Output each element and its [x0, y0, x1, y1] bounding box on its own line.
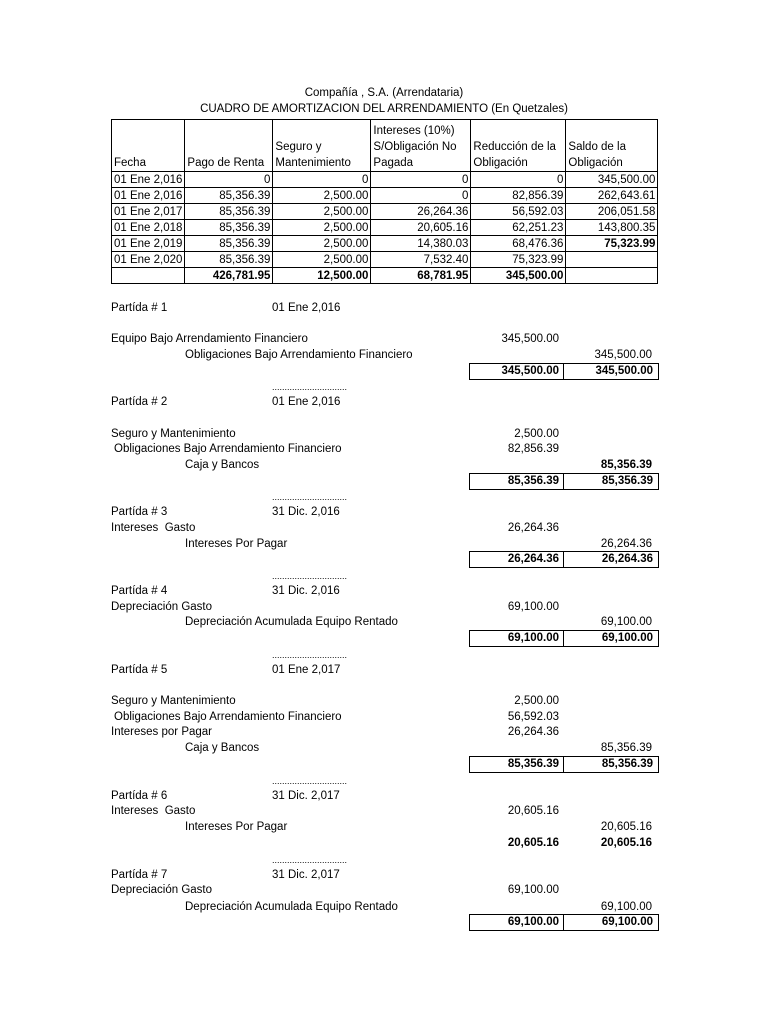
table-header-row: [112, 120, 658, 172]
table-row: [112, 236, 658, 252]
table-row: [112, 204, 658, 220]
account-name: Caja y Bancos: [185, 459, 260, 471]
account-name: Caja y Bancos: [185, 742, 260, 754]
table-cell: 75,323.99: [566, 236, 658, 252]
table-cell: 85,356.39: [185, 236, 273, 252]
table-cell: 345,500.00: [566, 172, 658, 188]
separator-dots: ..............................: [272, 571, 348, 581]
table-cell: 345,500.00: [471, 268, 566, 284]
table-cell: 62,251.23: [471, 220, 566, 236]
debit-amount: 2,500.00: [514, 428, 559, 440]
table-cell: 85,356.39: [185, 220, 273, 236]
account-name: Intereses Gasto: [111, 805, 196, 817]
account-name: Intereses Por Pagar: [185, 821, 288, 833]
entry-label: Partída # 5: [111, 664, 168, 676]
table-cell: 01 Ene 2,018: [112, 220, 185, 236]
table-cell: 01 Ene 2,019: [112, 236, 185, 252]
column-header: Reducción de la Obligación: [471, 120, 566, 172]
entry-label: Partída # 3: [111, 506, 168, 518]
entry-totals-box: [469, 473, 659, 490]
table-cell: 26,264.36: [371, 204, 471, 220]
debit-amount: 345,500.00: [501, 333, 559, 345]
total-debit: 26,264.36: [507, 553, 559, 565]
total-debit: 69,100.00: [507, 632, 559, 644]
debit-amount: 69,100.00: [507, 884, 559, 896]
table-cell: 01 Ene 2,016: [112, 188, 185, 204]
debit-amount: 26,264.36: [507, 726, 559, 738]
account-name: Equipo Bajo Arrendamiento Financiero: [111, 333, 308, 345]
credit-amount: 69,100.00: [600, 616, 652, 628]
table-cell: 01 Ene 2,020: [112, 252, 185, 268]
account-name: Intereses por Pagar: [111, 726, 213, 738]
account-name: Obligaciones Bajo Arrendamiento Financiero: [114, 443, 342, 455]
table-row: [112, 188, 658, 204]
total-debit: 20,605.16: [507, 837, 559, 849]
table-row: [112, 252, 658, 268]
table-cell: 56,592.03: [471, 204, 566, 220]
table-cell: 0: [471, 172, 566, 188]
table-cell: 143,800.35: [566, 220, 658, 236]
document-title: CUADRO DE AMORTIZACION DEL ARRENDAMIENTO (En Quetzales): [200, 103, 568, 115]
separator-dots: ..............................: [272, 382, 348, 392]
table-cell: 0: [273, 172, 371, 188]
entry-label: Partída # 1: [111, 302, 168, 314]
entry-totals-box: [469, 363, 659, 380]
credit-amount: 345,500.00: [594, 349, 652, 361]
table-totals-row: [112, 268, 658, 284]
separator-dots: ..............................: [272, 855, 348, 865]
entry-date: 01 Ene 2,016: [272, 302, 341, 314]
column-header: Intereses (10%) S/Obligación No Pagada: [371, 120, 471, 172]
entry-totals-box: [469, 914, 659, 931]
table-cell: 20,605.16: [371, 220, 471, 236]
table-cell: 85,356.39: [185, 252, 273, 268]
table-cell: [112, 268, 185, 284]
table-cell: 262,643.61: [566, 188, 658, 204]
debit-amount: 56,592.03: [507, 711, 559, 723]
entry-totals-box: [469, 630, 659, 647]
table-cell: [566, 268, 658, 284]
total-debit: 85,356.39: [507, 758, 559, 770]
account-name: Seguro y Mantenimiento: [111, 428, 236, 440]
total-credit: 69,100.00: [601, 916, 653, 928]
total-debit: 345,500.00: [501, 365, 559, 377]
account-name: Intereses Por Pagar: [185, 538, 288, 550]
table-cell: 14,380.03: [371, 236, 471, 252]
debit-amount: 69,100.00: [507, 601, 559, 613]
credit-amount: 26,264.36: [600, 538, 652, 550]
table-cell: 01 Ene 2,017: [112, 204, 185, 220]
table-cell: 68,781.95: [371, 268, 471, 284]
entry-label: Partída # 2: [111, 396, 168, 408]
table-cell: 85,356.39: [185, 204, 273, 220]
column-header: Seguro y Mantenimiento: [273, 120, 371, 172]
table-cell: 75,323.99: [471, 252, 566, 268]
table-cell: 2,500.00: [273, 204, 371, 220]
table-cell: 0: [371, 188, 471, 204]
entry-totals-box: [469, 756, 659, 773]
table-cell: 0: [371, 172, 471, 188]
account-name: Seguro y Mantenimiento: [111, 695, 236, 707]
account-name: Depreciación Acumulada Equipo Rentado: [185, 901, 398, 913]
table-cell: 12,500.00: [273, 268, 371, 284]
separator-dots: ..............................: [272, 492, 348, 502]
table-cell: 2,500.00: [273, 252, 371, 268]
credit-amount: 85,356.39: [600, 459, 652, 471]
credit-amount: 69,100.00: [600, 901, 652, 913]
table-cell: 426,781.95: [185, 268, 273, 284]
table-cell: 85,356.39: [185, 188, 273, 204]
entry-date: 31 Dic. 2,017: [272, 790, 340, 802]
company-title: Compañía , S.A. (Arrendataria): [304, 87, 464, 99]
total-credit: 85,356.39: [601, 758, 653, 770]
account-name: Depreciación Gasto: [111, 884, 212, 896]
total-credit: 85,356.39: [601, 475, 653, 487]
table-row: [112, 172, 658, 188]
total-credit: 345,500.00: [595, 365, 653, 377]
entry-date: 31 Dic. 2,016: [272, 506, 340, 518]
credit-amount: 85,356.39: [600, 742, 652, 754]
entry-date: 31 Dic. 2,017: [272, 869, 340, 881]
entry-totals-box: [469, 551, 659, 568]
total-debit: 85,356.39: [507, 475, 559, 487]
table-cell: 2,500.00: [273, 188, 371, 204]
table-cell: 0: [185, 172, 273, 188]
total-credit: 20,605.16: [600, 837, 652, 849]
separator-dots: ..............................: [272, 650, 348, 660]
table-cell: 68,476.36: [471, 236, 566, 252]
column-header: Saldo de la Obligación: [566, 120, 658, 172]
total-credit: 69,100.00: [601, 632, 653, 644]
table-cell: 82,856.39: [471, 188, 566, 204]
table-cell: [566, 252, 658, 268]
column-header: Fecha: [112, 120, 185, 172]
entry-label: Partída # 4: [111, 585, 168, 597]
total-debit: 69,100.00: [507, 916, 559, 928]
entry-date: 01 Ene 2,017: [272, 664, 341, 676]
table-cell: 2,500.00: [273, 236, 371, 252]
entry-label: Partída # 7: [111, 869, 168, 881]
account-name: Depreciación Acumulada Equipo Rentado: [185, 616, 398, 628]
account-name: Depreciación Gasto: [111, 601, 212, 613]
total-credit: 26,264.36: [601, 553, 653, 565]
debit-amount: 2,500.00: [514, 695, 559, 707]
account-name: Obligaciones Bajo Arrendamiento Financiero: [185, 349, 413, 361]
table-cell: 01 Ene 2,016: [112, 172, 185, 188]
debit-amount: 26,264.36: [507, 522, 559, 534]
table-row: [112, 220, 658, 236]
table-cell: 2,500.00: [273, 220, 371, 236]
debit-amount: 20,605.16: [507, 805, 559, 817]
separator-dots: ..............................: [272, 776, 348, 786]
column-header: Pago de Renta: [185, 120, 273, 172]
table-cell: 7,532.40: [371, 252, 471, 268]
table-cell: 206,051.58: [566, 204, 658, 220]
amortization-table: [111, 119, 658, 284]
credit-amount: 20,605.16: [600, 821, 652, 833]
account-name: Obligaciones Bajo Arrendamiento Financiero: [114, 711, 342, 723]
debit-amount: 82,856.39: [507, 443, 559, 455]
entry-date: 31 Dic. 2,016: [272, 585, 340, 597]
entry-label: Partída # 6: [111, 790, 168, 802]
account-name: Intereses Gasto: [111, 522, 196, 534]
entry-date: 01 Ene 2,016: [272, 396, 341, 408]
